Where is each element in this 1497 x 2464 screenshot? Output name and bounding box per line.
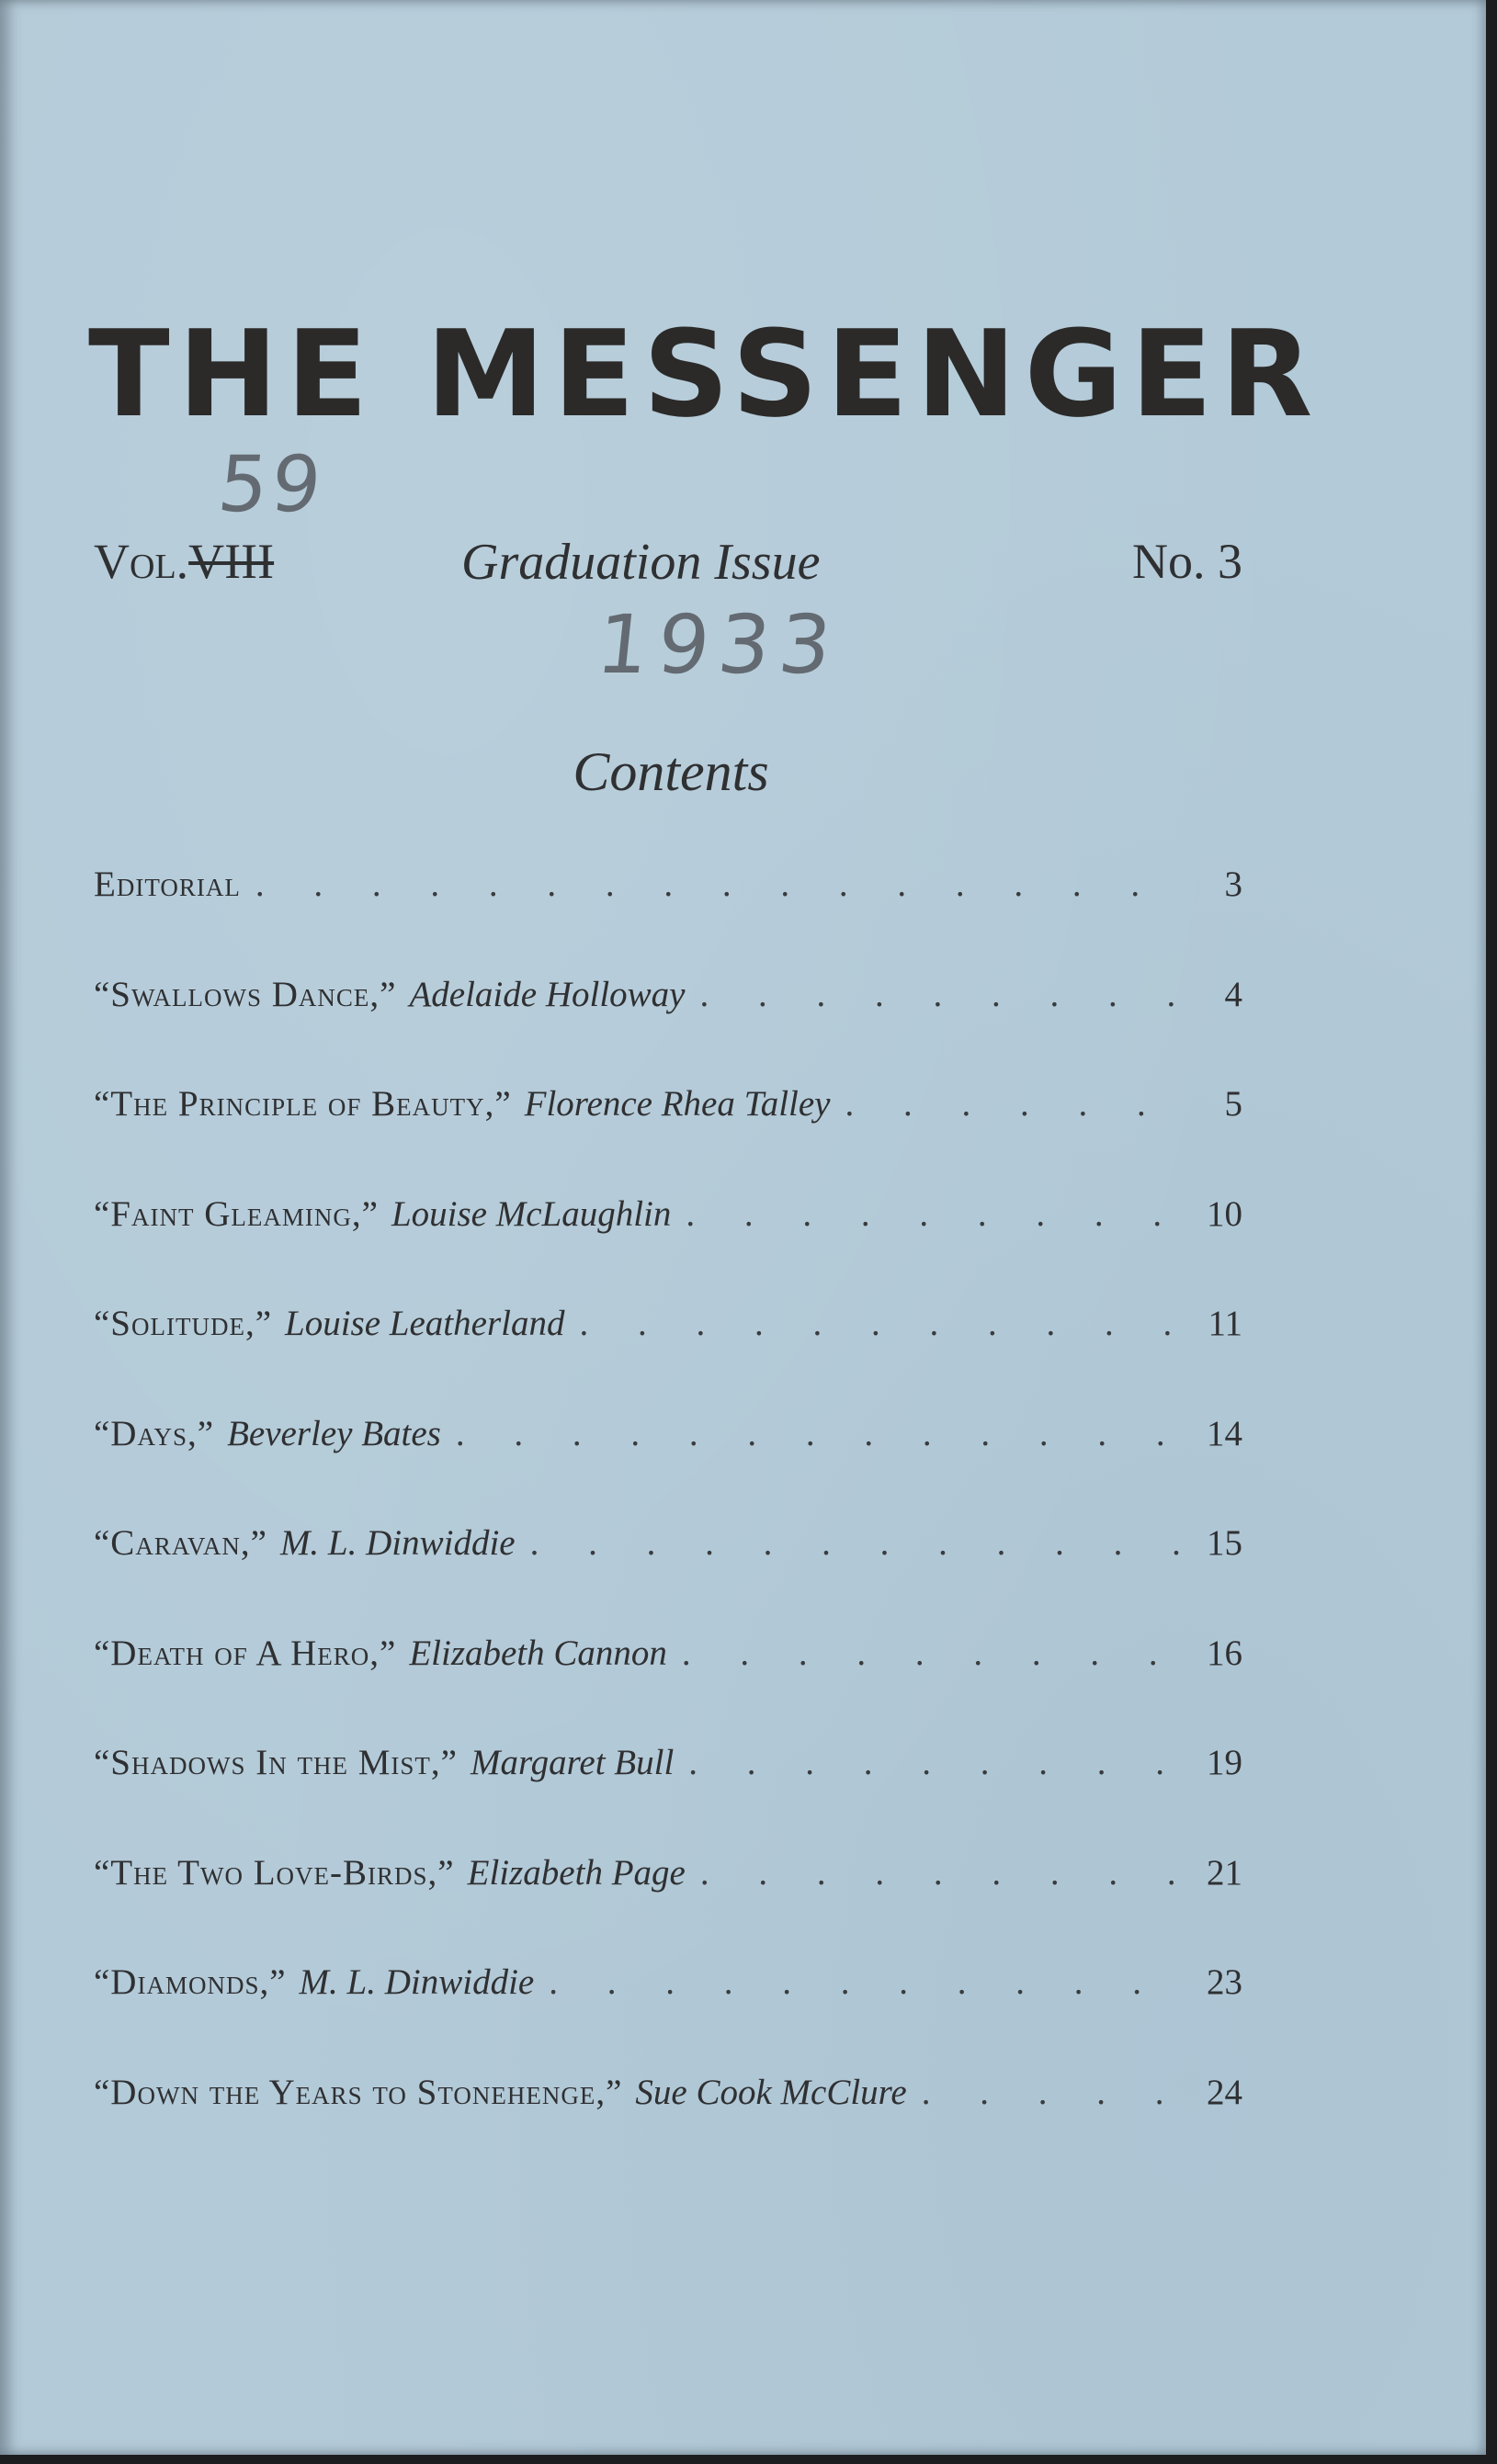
toc-dot-leader	[682, 1633, 1185, 1674]
toc-entry-author: Elizabeth Cannon	[409, 1633, 667, 1673]
toc-entry-author: Beverley Bates	[227, 1413, 441, 1453]
handwritten-year: 1933	[592, 597, 845, 692]
volume-prefix: Vol.	[94, 534, 189, 589]
toc-entry-author: Margaret Bull	[470, 1743, 675, 1782]
toc-entry-author: M. L. Dinwiddie	[279, 1523, 516, 1563]
toc-dot-leader	[700, 1852, 1185, 1893]
volume-printed-number: VIII	[188, 534, 275, 589]
toc-dot-leader	[255, 864, 1185, 905]
toc-entry	[94, 1961, 1242, 2072]
toc-entry-page: 19	[1207, 1743, 1242, 1782]
toc-entry-author: Florence Rhea Talley	[524, 1084, 831, 1124]
issue-number: No. 3	[1132, 534, 1242, 589]
toc-entry-page: 15	[1207, 1523, 1242, 1563]
toc-entry-page: 11	[1208, 1304, 1242, 1343]
toc-entry-page: 21	[1207, 1852, 1242, 1893]
toc-entry	[94, 1303, 1242, 1413]
toc-entry	[94, 1852, 1242, 1962]
toc-entry-author: Louise Leatherland	[285, 1304, 565, 1343]
toc-dot-leader	[686, 1193, 1185, 1235]
issue-title: Graduation Issue	[461, 534, 821, 591]
toc-dot-leader	[845, 1083, 1186, 1125]
toc-entry-author: M. L. Dinwiddie	[299, 1962, 535, 2002]
toc-entry-author: Louise McLaughlin	[391, 1193, 672, 1234]
toc-entry-page: 24	[1207, 2072, 1242, 2112]
toc-entry	[94, 1633, 1242, 1743]
table-of-contents	[94, 864, 1242, 2181]
toc-dot-leader	[699, 974, 1185, 1015]
toc-entry-title: Editorial	[94, 865, 241, 904]
toc-entry-title: “Swallows Dance,”	[94, 974, 397, 1014]
toc-entry-title: “Solitude,”	[94, 1304, 273, 1343]
toc-entry-title: “Days,”	[94, 1413, 215, 1453]
toc-entry	[94, 864, 1242, 974]
toc-entry	[94, 1193, 1242, 1304]
toc-entry-author: Elizabeth Page	[467, 1852, 686, 1893]
toc-dot-leader	[579, 1303, 1185, 1344]
toc-entry	[94, 1742, 1242, 1852]
toc-entry-title: “Shadows In the Mist,”	[94, 1743, 458, 1782]
toc-entry-page: 14	[1207, 1413, 1242, 1453]
toc-entry-page: 5	[1224, 1084, 1242, 1124]
toc-entry-title: “Caravan,”	[94, 1523, 267, 1563]
volume-line	[94, 533, 1242, 597]
toc-entry-title: “Faint Gleaming,”	[94, 1193, 379, 1234]
toc-entry	[94, 1522, 1242, 1633]
toc-entry-title: “Down the Years to Stonehenge,”	[94, 2072, 623, 2112]
contents-heading: Contents	[573, 741, 769, 802]
toc-entry-page: 3	[1224, 865, 1242, 904]
toc-entry	[94, 974, 1242, 1084]
volume-label	[94, 533, 274, 590]
toc-entry-title: “The Principle of Beauty,”	[94, 1084, 512, 1124]
toc-entry	[94, 2072, 1242, 2182]
toc-entry	[94, 1413, 1242, 1523]
toc-entry-author: Sue Cook McClure	[635, 2072, 907, 2112]
toc-entry-page: 16	[1207, 1633, 1242, 1673]
toc-dot-leader	[456, 1413, 1185, 1454]
toc-entry-author: Adelaide Holloway	[409, 974, 686, 1014]
masthead-title: THE MESSENGER	[88, 304, 1321, 444]
toc-entry-title: “Diamonds,”	[94, 1962, 287, 2002]
toc-entry-title: “The Two Love-Birds,”	[94, 1852, 455, 1893]
toc-entry-page: 4	[1224, 974, 1242, 1014]
toc-entry-title: “Death of A Hero,”	[94, 1633, 397, 1673]
toc-dot-leader	[688, 1742, 1185, 1783]
toc-entry	[94, 1083, 1242, 1193]
toc-dot-leader	[530, 1522, 1185, 1564]
toc-entry-page: 23	[1207, 1962, 1242, 2002]
toc-dot-leader	[922, 2072, 1185, 2113]
handwritten-volume-number: 59	[213, 439, 330, 529]
toc-entry-page: 10	[1207, 1193, 1242, 1234]
toc-dot-leader	[549, 1961, 1185, 2003]
